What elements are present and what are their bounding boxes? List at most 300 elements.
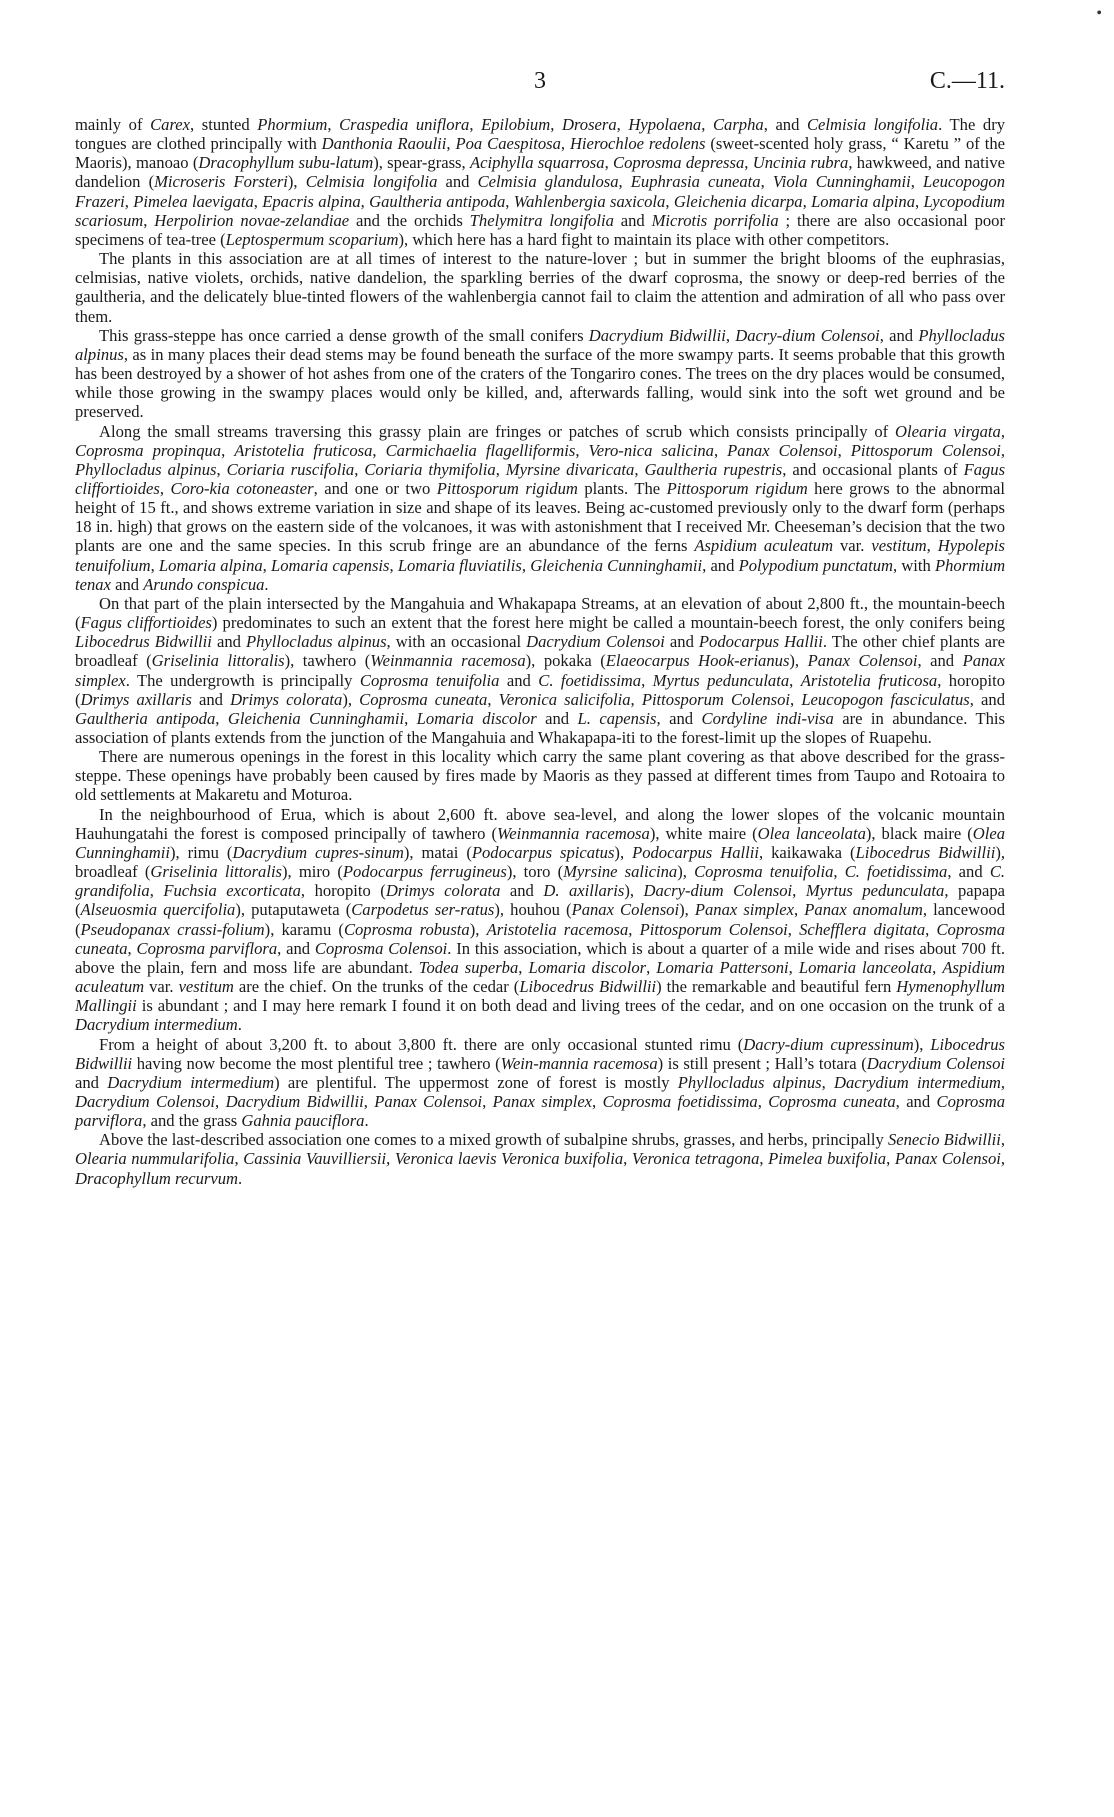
text-run: having now become the most plentiful tree ; tawhero (	[132, 1053, 501, 1073]
text-run: ,	[386, 1149, 395, 1169]
text-run: This grass-steppe has once carried a dense growth of the small conifers	[99, 325, 589, 345]
text-run: ), karamu (	[264, 919, 344, 939]
page-header	[75, 66, 1005, 102]
species-name: Lomaria alpina	[811, 191, 915, 211]
species-name: Hypolepis tenuifolium	[75, 536, 1006, 575]
text-run: ), white maire (	[649, 823, 758, 843]
species-name: Gleichenia Cunninghamii	[227, 708, 405, 728]
text-run: On that part of the plain intersected by the Mangahuia and Whakapapa Streams, at an elevation of about 2,800 ft., the mountain-beech (	[75, 593, 1005, 633]
species-name: Leucopogon fasciculatus	[801, 689, 970, 709]
text-run: ; there are also occasional poor specimens of tea-tree (	[75, 210, 1005, 249]
species-name: Drimys colorata	[385, 881, 501, 901]
text-run: ), rimu (	[169, 842, 233, 862]
species-name: Leptospermum scoparium	[225, 229, 399, 249]
text-run: ,	[618, 172, 631, 192]
species-name: C. grandifolia	[75, 862, 1006, 901]
species-name: Pseudopanax crassi-folium	[80, 919, 265, 939]
text-run: ,	[221, 440, 235, 460]
species-name: Fagus cliffortioides	[80, 613, 212, 633]
text-run: is abundant ; and I may here remark I found it on both dead and living trees of the cedar, and on one occasion on the trunk of a	[136, 996, 1005, 1016]
text-run: ), which here has a hard fight to maintain its place with other competitors.	[398, 229, 890, 249]
species-name: Podocarpus ferrugineus	[342, 862, 507, 882]
text-run: ),	[624, 881, 644, 901]
text-run: ,	[127, 938, 137, 958]
species-name: Wein-mannia racemosa	[500, 1053, 658, 1073]
text-run: , and	[917, 651, 963, 671]
paragraph	[75, 1130, 1005, 1187]
species-name: Libocedrus Bidwillii	[75, 1034, 1005, 1073]
corner-mark: •	[1096, 5, 1102, 22]
species-name: Lomaria fluviatilis	[397, 555, 522, 575]
text-run: ) is still present ; Hall’s totara (	[657, 1053, 867, 1073]
paragraph	[75, 747, 1005, 804]
species-name: vestitum	[178, 977, 234, 997]
species-name: Hypolaena	[628, 115, 702, 134]
species-name: Dacrydium intermedium	[107, 1072, 275, 1092]
text-run: and	[536, 708, 578, 728]
text-run: , and	[656, 708, 702, 728]
species-name: Phormium	[257, 115, 328, 134]
text-run: . The undergrowth is principally	[125, 670, 360, 690]
text-run: ,	[725, 325, 736, 345]
body-text	[75, 115, 1005, 1188]
text-run: .	[237, 1168, 243, 1188]
text-run: , and	[879, 325, 919, 345]
species-name: Carmichaelia flagelliformis	[385, 440, 576, 460]
species-name: Gleichenia Cunninghamii	[530, 555, 703, 575]
text-run: and	[500, 881, 544, 901]
species-name: Gleichenia dicarpa	[673, 191, 803, 211]
species-name: Dacrydium cupres-sinum	[232, 842, 404, 862]
text-run: ), broadleaf (	[75, 842, 1005, 882]
text-run: ,	[802, 191, 812, 211]
species-name: Coprosma cuneata	[768, 1091, 896, 1111]
species-name: Viola Cunninghamii	[772, 172, 911, 192]
species-name: Fuchsia excorticata	[163, 881, 301, 901]
species-name: Olea lanceolata	[757, 823, 866, 843]
text-run: plants. The	[577, 478, 667, 498]
text-run: ,	[915, 191, 924, 211]
species-name: Pimelea laevigata	[133, 191, 254, 211]
text-run: ,	[360, 191, 370, 211]
species-name: Pittosporum Colensoi	[850, 440, 1001, 460]
species-name: Polypodium punctatum	[738, 555, 893, 575]
page-number: 3	[534, 68, 546, 94]
text-run: ,	[363, 1091, 375, 1111]
text-run: , and	[895, 1091, 937, 1111]
text-run: ,	[787, 919, 800, 939]
species-name: Aspidium aculeatum	[694, 536, 834, 556]
species-name: Griselinia littoralis	[151, 651, 285, 671]
text-run: ,	[159, 478, 171, 498]
text-run: ,	[1000, 421, 1005, 441]
text-run: ,	[886, 1149, 895, 1169]
species-name: Coprosma Colensoi	[314, 938, 448, 958]
text-run: . In this association, which is about a quarter of a mile wide and rises about 700 ft. above the plain, fern and moss life are abundant.	[75, 938, 1006, 977]
text-run: , and the grass	[142, 1111, 242, 1131]
species-name: C. foetidissima	[844, 862, 948, 882]
text-run: ,	[446, 134, 456, 154]
text-run: ,	[521, 555, 531, 575]
species-name: Aristotelia racemosa	[486, 919, 629, 939]
text-run: ),	[469, 919, 487, 939]
text-run: ,	[469, 115, 482, 134]
species-name: Libocedrus Bidwillii	[855, 842, 996, 862]
species-name: Lycopodium scariosum	[75, 191, 1006, 230]
text-run: ,	[372, 440, 386, 460]
species-name: Wahlenbergia saxicola	[513, 191, 666, 211]
species-name: Drimys axillaris	[80, 689, 192, 709]
species-name: Olearia virgata	[895, 421, 1001, 441]
text-run: ), pokaka (	[525, 651, 606, 671]
species-name: Myrtus pedunculata	[805, 881, 945, 901]
species-name: Gaultheria rupestris	[644, 459, 783, 479]
species-name: Cassinia Vauvilliersii	[243, 1149, 387, 1169]
text-run: .	[364, 1111, 369, 1131]
species-name: Coprosma parviflora	[136, 938, 278, 958]
text-run: The plants in this association are at all times of interest to the nature-lover ; but in summer the bright blooms of the euphrasias, celmisias, native violets, orchids, native dandelion, the sparkling berries of the dwarf coprosma, the snowy or deep-red berries of the gaultheria, and the delicately blue-tinted flowers of the wahlenbergia cannot fail to claim the attention and admiration of all who pass over them.	[75, 249, 1005, 326]
text-run: ) are plentiful. The uppermost zone of forest is mostly	[274, 1072, 678, 1092]
species-name: Euphrasia cuneata	[630, 172, 761, 192]
text-run: ,	[788, 957, 799, 977]
species-name: Dacry-dium cupressinum	[743, 1034, 914, 1054]
species-name: Coprosma tenuifolia	[694, 862, 834, 882]
species-name: Senecio Bidwillii	[887, 1130, 1001, 1150]
species-name: Podocarpus spicatus	[471, 842, 615, 862]
text-run: ),	[913, 1034, 931, 1054]
species-name: Veronica salicifolia	[498, 689, 631, 709]
text-run: ,	[1000, 1072, 1006, 1092]
species-name: Weinmannia racemosa	[370, 651, 526, 671]
text-run: ,	[760, 172, 773, 192]
species-name: Pimelea buxifolia	[768, 1149, 887, 1169]
text-run: , and	[277, 938, 315, 958]
species-name: Pittosporum rigidum	[436, 478, 578, 498]
text-run: In the neighbourhood of Erua, which is about 2,600 ft. above sea-level, and along the lower slopes of the volcanic mountain Hauhungatahi the forest is composed principally of tawhero (	[75, 804, 1005, 843]
text-run: .	[264, 574, 269, 594]
species-name: Pittosporum Colensoi	[641, 689, 791, 709]
text-run: ),	[342, 689, 360, 709]
text-run: , and	[702, 555, 739, 575]
species-name: Veronica laevis	[394, 1149, 497, 1169]
text-run: ), black maire (	[865, 823, 973, 843]
text-run: ,	[143, 210, 155, 230]
text-run: and the orchids	[349, 210, 470, 230]
text-run: ),	[614, 842, 633, 862]
species-name: Panax Colensoi	[571, 900, 680, 920]
species-name: Dacrydium intermedium	[75, 1015, 238, 1035]
text-run: ,	[623, 1149, 632, 1169]
species-name: Panax simplex	[694, 900, 795, 920]
text-run: ,	[837, 440, 851, 460]
text-run: , horopito (	[300, 881, 386, 901]
species-name: Dacrydium Bidwillii	[225, 1091, 364, 1111]
species-name: Coprosma robusta	[343, 919, 470, 939]
text-run: ,	[821, 1072, 835, 1092]
species-name: Libocedrus Bidwillii	[519, 977, 657, 997]
species-name: Thelymitra longifolia	[469, 210, 614, 230]
species-name: Panax Colensoi	[727, 440, 838, 460]
species-name: Carex	[150, 115, 191, 134]
text-run: , and one or two	[313, 478, 437, 498]
text-run: ,	[216, 459, 227, 479]
text-run: and	[437, 172, 478, 192]
text-run: here grows to the abnormal height of 15 ft., and shows extreme variation in size and shape of its leaves. Being ac-customed previously only to the dwarf form (perhaps 18 in. high) that grows on the eastern side of the volcanoes, it was with astonishment that I received Mr. Cheeseman’s decision that the two plants are one and the same species. In this scrub fringe are an abundance of the ferns	[75, 478, 1006, 556]
text-run: are in abundance. This association of plants extends from the junction of the Mangahuia and Whakapapa-iti to the forest-limit up the slopes of Ruapehu.	[75, 708, 1005, 747]
text-run: ),	[679, 900, 695, 920]
species-name: Panax Colensoi	[807, 651, 918, 671]
species-name: Aristotelia fruticosa	[234, 440, 373, 460]
species-name: Danthonia Raoulii	[321, 134, 447, 154]
text-run: .	[237, 1015, 242, 1035]
text-run: ,	[253, 191, 263, 211]
text-run: ,	[833, 862, 845, 882]
species-name: Aciphylla squarrosa	[469, 153, 605, 173]
species-name: Celmisia longifolia	[806, 115, 939, 134]
text-run: ,	[215, 1091, 226, 1111]
text-run: ),	[287, 172, 306, 192]
text-run: ,	[665, 191, 674, 211]
text-run: and	[613, 210, 652, 230]
text-run: , and	[763, 115, 807, 134]
species-name: Fagus cliffortioides	[75, 459, 1006, 498]
text-run: . The dry tongues are clothed principally with	[75, 115, 1006, 154]
text-run: ,	[592, 1091, 603, 1111]
species-name: Myrsine divaricata	[505, 459, 635, 479]
species-name: Podocarpus Hallii	[698, 632, 823, 652]
text-run: var.	[833, 536, 872, 556]
text-run: and	[211, 632, 246, 652]
species-name: Dracophyllum recurvum	[75, 1168, 238, 1188]
species-name: Lomaria alpina	[158, 555, 263, 575]
text-run: , hawkweed, and native dandelion (	[75, 153, 1005, 192]
species-name: Pittosporum Colensoi	[639, 919, 788, 939]
species-name: Carpodetus ser-ratus	[351, 900, 495, 920]
species-name: Elaeocarpus Hook-erianus	[605, 651, 790, 671]
text-run: ), houhou (	[494, 900, 572, 920]
text-run: ,	[925, 919, 937, 939]
text-run: , kaikawaka (	[758, 842, 856, 862]
text-run: and	[75, 1072, 108, 1092]
text-run: ), spear-grass,	[373, 153, 470, 173]
text-run: , and	[947, 862, 990, 882]
text-run: ,	[354, 459, 365, 479]
text-run: ) the remarkable and beautiful fern	[656, 977, 897, 997]
species-name: Aspidium aculeatum	[75, 957, 1006, 997]
text-run: , as in many places their dead stems may be found beneath the surface of the more swampy parts. It seems probable that this growth has been destroyed by a shower of hot ashes from one of the craters of the Tongariro cones. The trees on the dry places would be consumed, while those growing in the swampy places would only be killed, and, afterwards falling, would sink into the soft wet ground and be preserved.	[75, 344, 1005, 422]
text-run: ,	[327, 115, 340, 134]
species-name: vestitum	[871, 536, 927, 556]
species-name: L. capensis	[577, 708, 657, 728]
species-name: Veronica tetragona	[631, 1149, 760, 1169]
paragraph	[75, 326, 1005, 422]
species-name: Gaultheria antipoda	[369, 191, 506, 211]
species-name: C. foetidissima	[538, 670, 642, 690]
text-run: ,	[518, 957, 529, 977]
species-name: Epacris alpina	[262, 191, 361, 211]
species-name: Phyllocladus alpinus	[75, 459, 217, 479]
species-name: Dacrydium Bidwillii	[588, 325, 726, 345]
species-name: Lomaria discolor	[416, 708, 537, 728]
species-name: Cordyline indi-visa	[701, 708, 834, 728]
species-name: Dacrydium Colensoi	[526, 632, 665, 652]
text-run: ), tawhero (	[284, 651, 371, 671]
text-run: ),	[677, 862, 695, 882]
species-name: Olearia nummularifolia	[75, 1149, 235, 1169]
text-run: ,	[630, 689, 642, 709]
text-run: ,	[404, 708, 417, 728]
paragraph	[75, 1035, 1005, 1131]
text-run: ,	[646, 957, 657, 977]
species-name: Drimys colorata	[230, 689, 343, 709]
species-name: Panax Colensoi	[374, 1091, 483, 1111]
text-run: and	[499, 670, 539, 690]
text-run: . The other chief plants are broadleaf (	[75, 632, 1005, 671]
text-run: ,	[560, 134, 570, 154]
species-name: Coprosma parviflora	[75, 1091, 1006, 1131]
species-name: Gahnia pauciflora	[241, 1111, 365, 1131]
species-name: Hymenophyllum Mallingii	[75, 977, 1006, 1016]
text-run: ), miro (	[282, 862, 343, 882]
text-run: ), toro (	[506, 862, 564, 882]
species-name: Panax Colensoi	[894, 1149, 1001, 1169]
species-name: Celmisia glandulosa	[477, 172, 619, 192]
text-run: Along the small streams traversing this grassy plain are fringes or patches of scrub which consists principally of	[99, 421, 896, 441]
species-name: Aristotelia fruticosa	[800, 670, 938, 690]
text-run: ,	[910, 172, 923, 192]
text-run: ,	[744, 153, 753, 173]
text-run: ,	[616, 115, 629, 134]
text-run: , lancewood (	[75, 900, 1005, 939]
text-run: ,	[505, 191, 514, 211]
species-name: Poa Caespitosa	[455, 134, 561, 154]
text-run: , and occasional plants of	[782, 459, 964, 479]
text-run: , with an occasional	[386, 632, 527, 652]
species-name: Podocarpus Hallii	[632, 842, 759, 862]
text-run: ,	[926, 536, 938, 556]
text-run: ,	[789, 670, 801, 690]
text-run: and	[664, 632, 699, 652]
species-name: Weinmannia racemosa	[496, 823, 650, 843]
text-run: ,	[1000, 1149, 1006, 1169]
text-run: ) predominates to such an extent that the forest here might be called a mountain-beech forest, the only conifers being	[211, 613, 1005, 633]
species-name: Dacrydium Colensoi	[866, 1053, 1005, 1073]
text-run: ,	[124, 191, 134, 211]
species-name: Microtis porrifolia	[651, 210, 779, 230]
species-name: Panax simplex	[75, 651, 1005, 690]
text-run: ,	[262, 555, 271, 575]
text-run: ,	[1000, 440, 1006, 460]
text-run: ,	[757, 1091, 769, 1111]
species-name: Drosera	[561, 115, 617, 134]
species-name: Coprosma cuneata	[359, 689, 488, 709]
species-name: Lomaria discolor	[528, 957, 647, 977]
species-name: Coro-kia cotoneaster	[170, 478, 314, 498]
species-name: Coprosma depressa	[613, 153, 745, 173]
species-name: Panax anomalum	[804, 900, 923, 920]
species-name: Todea superba	[418, 957, 519, 977]
text-run: Above the last-described association one comes to a mixed growth of subalpine shrubs, grasses, and herbs, principally	[99, 1130, 888, 1150]
text-run: From a height of about 3,200 ft. to about 3,800 ft. there are only occasional stunted rimu (	[99, 1034, 744, 1054]
text-run: mainly of	[75, 115, 151, 134]
text-run: ,	[1000, 1130, 1006, 1150]
paragraph	[75, 594, 1005, 747]
species-name: Phyllocladus alpinus	[245, 632, 387, 652]
text-run: , and	[969, 689, 1006, 709]
species-name: Gaultheria antipoda	[75, 708, 216, 728]
species-name: Hierochloe redolens	[569, 134, 706, 154]
text-run: ,	[487, 689, 499, 709]
species-name: Pittosporum rigidum	[666, 478, 808, 498]
paragraph	[75, 249, 1005, 326]
species-name: Uncinia rubra	[752, 153, 849, 173]
text-run: (sweet-scented holy grass, “ Karetu ” of the Maoris), manoao (	[75, 134, 1006, 173]
text-run: and	[191, 689, 231, 709]
species-name: Libocedrus Bidwillii	[75, 632, 212, 652]
text-run: ,	[701, 115, 713, 134]
text-run: ,	[713, 440, 728, 460]
paragraph	[75, 115, 1005, 249]
text-run: ,	[575, 440, 589, 460]
species-name: Myrsine salicina	[563, 862, 678, 882]
species-name: Myrtus pedunculata	[652, 670, 790, 690]
species-name: Microseris Forsteri	[154, 172, 288, 192]
species-name: Phyllocladus alpinus	[677, 1072, 822, 1092]
text-run: ,	[149, 881, 164, 901]
species-name: Lomaria Pattersoni	[656, 957, 789, 977]
species-name: Alseuosmia quercifolia	[80, 900, 236, 920]
text-run: ), putaputaweta (	[235, 900, 352, 920]
species-name: Phormium tenax	[75, 555, 1006, 594]
text-run: ,	[932, 957, 943, 977]
text-run: ,	[150, 555, 159, 575]
species-name: Olea Cunninghamii	[75, 823, 1005, 862]
species-name: Dacry-dium Colensoi	[735, 325, 880, 345]
text-run: var.	[144, 977, 179, 997]
text-run: ,	[641, 670, 653, 690]
species-name: Arundo conspicua	[143, 574, 265, 594]
text-run: There are numerous openings in the forest in this locality which carry the same plant covering as that above described for the grass-steppe. These openings have probably been caused by fires made by Maoris as they passed at different times from Taupo and Rotoaira to old settlements at Makaretu and Moturoa.	[75, 747, 1005, 805]
species-name: Coprosma cuneata	[75, 919, 1005, 958]
text-run: ,	[759, 1149, 769, 1169]
text-run: ,	[604, 153, 614, 173]
text-run: , horopito (	[75, 670, 1005, 709]
species-name: Coprosma foetidissima	[602, 1091, 758, 1111]
species-name: Craspedia uniflora	[339, 115, 470, 134]
paragraph	[75, 805, 1005, 1035]
paragraph	[75, 422, 1005, 594]
species-name: Panax simplex	[492, 1091, 593, 1111]
text-run: ,	[495, 459, 506, 479]
species-name: Herpolirion novae-zelandiae	[154, 210, 350, 230]
text-run: ,	[482, 1091, 493, 1111]
species-name: Veronica buxifolia	[501, 1149, 624, 1169]
species-name: Schefflera digitata	[799, 919, 926, 939]
text-run: ,	[794, 900, 805, 920]
species-name: Dacrydium intermedium	[834, 1072, 1001, 1092]
species-name: Coriaria ruscifolia	[226, 459, 355, 479]
text-run: , papapa (	[75, 881, 1005, 920]
text-run: ,	[628, 919, 640, 939]
species-name: Leucopogon Frazeri	[75, 172, 1006, 211]
species-name: Vero-nica salicina	[588, 440, 714, 460]
text-run: , stunted	[190, 115, 258, 134]
text-run: ,	[550, 115, 562, 134]
text-run: ,	[389, 555, 398, 575]
text-run: and	[110, 574, 144, 594]
species-name: Phyllocladus alpinus	[75, 325, 1006, 364]
species-name: Epilobium	[481, 115, 551, 134]
